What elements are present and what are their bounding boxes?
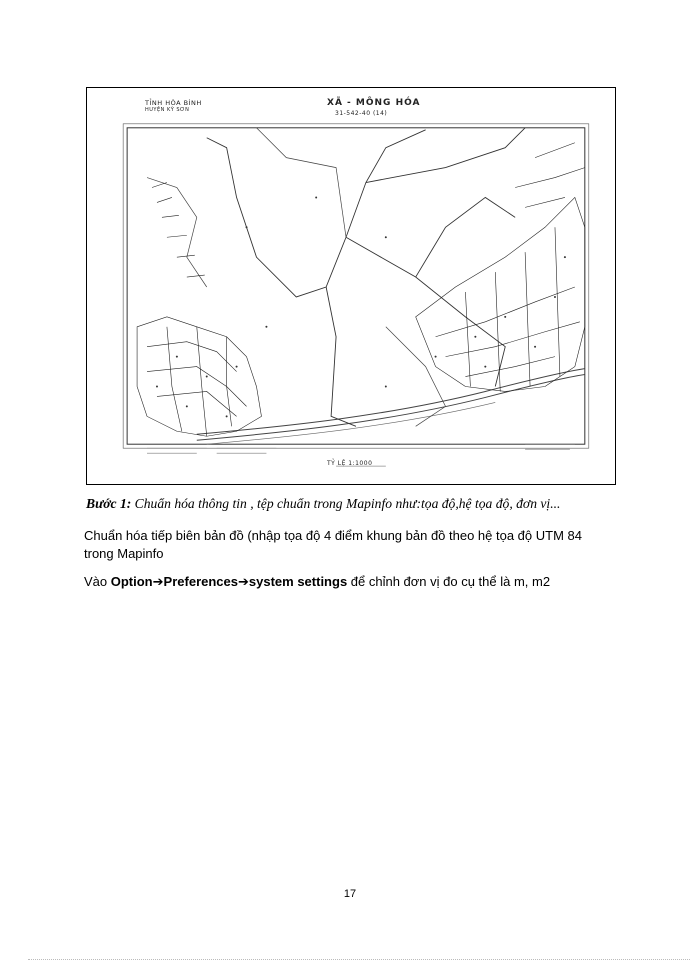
map-district-label: HUYỆN KỲ SƠN xyxy=(145,107,190,113)
map-scale-label: TỶ LỆ 1:1000 xyxy=(327,460,373,467)
paragraph-normalize-edges: Chuẩn hóa tiếp biên bản đồ (nhập tọa độ 4 điểm khung bản đồ theo hệ tọa độ UTM 84 trong Mapinfo xyxy=(84,528,582,561)
menu-option: Option xyxy=(110,574,153,589)
caption-text: Chuẩn hóa thông tin , tệp chuẩn trong Mapinfo như:tọa độ,hệ tọa độ, đơn vị... xyxy=(131,496,561,511)
map-title: XÃ - MÔNG HÓA xyxy=(327,98,421,108)
caption-step-label: Bước 1: xyxy=(86,496,132,511)
arrow-icon: ➔ xyxy=(152,575,164,590)
settings-suffix: để chỉnh đơn vị đo cụ thể là m, m2 xyxy=(347,574,551,589)
menu-preferences: Preferences xyxy=(163,574,238,589)
paragraph-settings-path xyxy=(84,573,614,592)
page-number: 17 xyxy=(343,888,357,900)
cadastral-map-image xyxy=(86,87,616,485)
map-sheet-code: 31-542-40 (14) xyxy=(335,110,388,117)
figure-caption xyxy=(86,496,560,512)
map-province-label: TỈNH HÒA BÌNH xyxy=(145,99,202,107)
map-drawing xyxy=(87,88,615,484)
arrow-icon: ➔ xyxy=(238,575,249,590)
settings-prefix: Vào xyxy=(84,574,111,589)
menu-system-settings: system settings xyxy=(248,574,348,589)
